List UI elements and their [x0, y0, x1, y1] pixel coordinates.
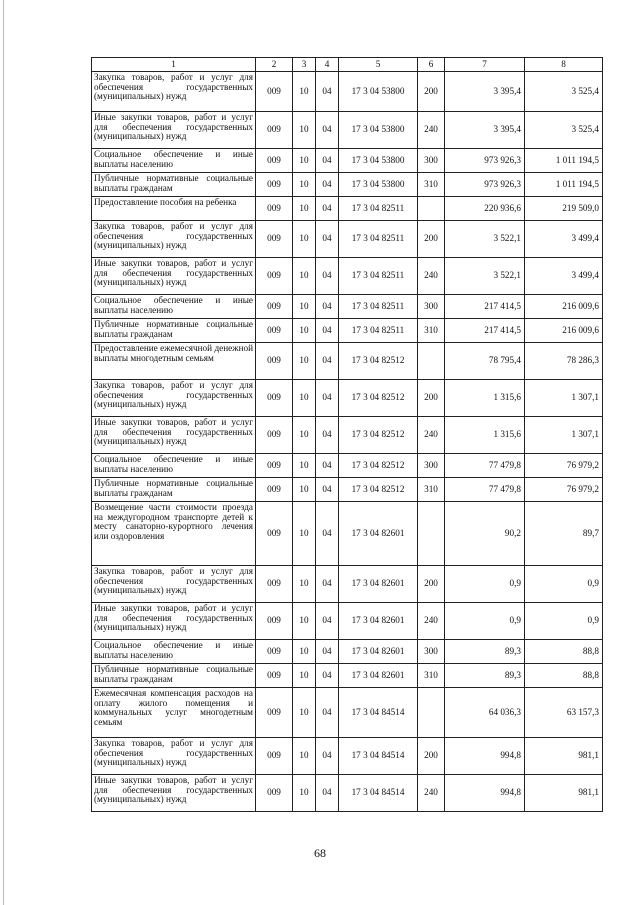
- admin-code-cell: 009: [256, 173, 293, 197]
- expense-type-cell: 200: [418, 380, 445, 417]
- table-row: [92, 173, 603, 197]
- table-row: [92, 688, 603, 738]
- header-col-3: 3: [293, 58, 316, 72]
- subsection-cell: 04: [316, 603, 339, 640]
- subsection-cell: 04: [316, 775, 339, 812]
- description-cell: Закупка товаров, работ и услуг для обеспечения государственных (муниципальных) нужд: [92, 221, 256, 258]
- section-cell: 10: [293, 478, 316, 502]
- section-cell: 10: [293, 664, 316, 688]
- description-cell: Иные закупки товаров, работ и услуг для обеспечения государственных (муниципальных) нужд: [92, 112, 256, 149]
- amount-year-1-cell: 3 522,1: [445, 221, 525, 258]
- table-row: [92, 417, 603, 454]
- description-cell: Закупка товаров, работ и услуг для обеспечения государственных (муниципальных) нужд: [92, 380, 256, 417]
- subsection-cell: 04: [316, 343, 339, 380]
- subsection-cell: 04: [316, 380, 339, 417]
- admin-code-cell: 009: [256, 502, 293, 566]
- table-row: [92, 197, 603, 221]
- description-cell: Социальное обеспечение и иные выплаты населению: [92, 149, 256, 173]
- expense-type-cell: 310: [418, 173, 445, 197]
- admin-code-cell: 009: [256, 738, 293, 775]
- section-cell: 10: [293, 454, 316, 478]
- amount-year-2-cell: 3 499,4: [525, 221, 603, 258]
- description-cell: Предоставление ежемесячной денежной выплаты многодетным семьям: [92, 343, 256, 380]
- table-row: [92, 258, 603, 295]
- section-cell: 10: [293, 738, 316, 775]
- target-article-cell: 17 3 04 82511: [339, 221, 418, 258]
- admin-code-cell: 009: [256, 380, 293, 417]
- page-number: 68: [314, 846, 326, 860]
- target-article-cell: 17 3 04 82511: [339, 258, 418, 295]
- subsection-cell: 04: [316, 478, 339, 502]
- subsection-cell: 04: [316, 640, 339, 664]
- amount-year-2-cell: 3 499,4: [525, 258, 603, 295]
- target-article-cell: 17 3 04 82601: [339, 640, 418, 664]
- section-cell: 10: [293, 502, 316, 566]
- amount-year-2-cell: 76 979,2: [525, 478, 603, 502]
- target-article-cell: 17 3 04 53800: [339, 112, 418, 149]
- subsection-cell: 04: [316, 112, 339, 149]
- target-article-cell: 17 3 04 82512: [339, 380, 418, 417]
- table-row: [92, 221, 603, 258]
- section-cell: 10: [293, 319, 316, 343]
- admin-code-cell: 009: [256, 258, 293, 295]
- target-article-cell: 17 3 04 82512: [339, 478, 418, 502]
- target-article-cell: 17 3 04 82601: [339, 664, 418, 688]
- amount-year-1-cell: 973 926,3: [445, 173, 525, 197]
- amount-year-2-cell: 0,9: [525, 603, 603, 640]
- expense-type-cell: 300: [418, 295, 445, 319]
- table-row: [92, 343, 603, 380]
- admin-code-cell: 009: [256, 112, 293, 149]
- subsection-cell: 04: [316, 173, 339, 197]
- amount-year-1-cell: 973 926,3: [445, 149, 525, 173]
- description-cell: Публичные нормативные социальные выплаты гражданам: [92, 319, 256, 343]
- section-cell: 10: [293, 417, 316, 454]
- amount-year-2-cell: 1 307,1: [525, 380, 603, 417]
- target-article-cell: 17 3 04 53800: [339, 173, 418, 197]
- amount-year-2-cell: 89,7: [525, 502, 603, 566]
- expense-type-cell: 240: [418, 417, 445, 454]
- amount-year-1-cell: 994,8: [445, 775, 525, 812]
- amount-year-2-cell: 3 525,4: [525, 112, 603, 149]
- target-article-cell: 17 3 04 82511: [339, 197, 418, 221]
- amount-year-2-cell: 1 011 194,5: [525, 149, 603, 173]
- description-cell: Социальное обеспечение и иные выплаты населению: [92, 640, 256, 664]
- description-cell: Публичные нормативные социальные выплаты гражданам: [92, 478, 256, 502]
- amount-year-1-cell: 217 414,5: [445, 319, 525, 343]
- table-row: [92, 640, 603, 664]
- description-cell: Иные закупки товаров, работ и услуг для обеспечения государственных (муниципальных) нужд: [92, 775, 256, 812]
- subsection-cell: 04: [316, 149, 339, 173]
- target-article-cell: 17 3 04 84514: [339, 738, 418, 775]
- amount-year-1-cell: 78 795,4: [445, 343, 525, 380]
- description-cell: Закупка товаров, работ и услуг для обеспечения государственных (муниципальных) нужд: [92, 72, 256, 112]
- subsection-cell: 04: [316, 258, 339, 295]
- header-col-6: 6: [418, 58, 445, 72]
- target-article-cell: 17 3 04 82512: [339, 417, 418, 454]
- amount-year-2-cell: 216 009,6: [525, 295, 603, 319]
- table-row: [92, 319, 603, 343]
- amount-year-2-cell: 1 307,1: [525, 417, 603, 454]
- description-cell: Иные закупки товаров, работ и услуг для обеспечения государственных (муниципальных) нужд: [92, 258, 256, 295]
- subsection-cell: 04: [316, 197, 339, 221]
- amount-year-2-cell: 76 979,2: [525, 454, 603, 478]
- amount-year-1-cell: 220 936,6: [445, 197, 525, 221]
- header-row: [92, 58, 603, 72]
- expense-type-cell: 240: [418, 775, 445, 812]
- admin-code-cell: 009: [256, 295, 293, 319]
- expense-type-cell: 200: [418, 738, 445, 775]
- amount-year-1-cell: 0,9: [445, 566, 525, 603]
- expense-type-cell: [418, 502, 445, 566]
- table-row: [92, 775, 603, 812]
- section-cell: 10: [293, 72, 316, 112]
- subsection-cell: 04: [316, 319, 339, 343]
- expense-type-cell: [418, 343, 445, 380]
- expense-type-cell: 240: [418, 112, 445, 149]
- table-row: [92, 502, 603, 566]
- target-article-cell: 17 3 04 82512: [339, 343, 418, 380]
- section-cell: 10: [293, 197, 316, 221]
- budget-table: [91, 57, 603, 812]
- admin-code-cell: 009: [256, 72, 293, 112]
- section-cell: 10: [293, 295, 316, 319]
- amount-year-1-cell: 0,9: [445, 603, 525, 640]
- subsection-cell: 04: [316, 454, 339, 478]
- amount-year-1-cell: 90,2: [445, 502, 525, 566]
- description-cell: Социальное обеспечение и иные выплаты населению: [92, 295, 256, 319]
- amount-year-2-cell: 63 157,3: [525, 688, 603, 738]
- section-cell: 10: [293, 566, 316, 603]
- admin-code-cell: 009: [256, 149, 293, 173]
- table-body: [92, 72, 603, 812]
- admin-code-cell: 009: [256, 775, 293, 812]
- subsection-cell: 04: [316, 221, 339, 258]
- section-cell: 10: [293, 688, 316, 738]
- table-row: [92, 380, 603, 417]
- header-col-7: 7: [445, 58, 525, 72]
- table-row: [92, 566, 603, 603]
- admin-code-cell: 009: [256, 566, 293, 603]
- section-cell: 10: [293, 603, 316, 640]
- target-article-cell: 17 3 04 53800: [339, 72, 418, 112]
- table-row: [92, 478, 603, 502]
- target-article-cell: 17 3 04 84514: [339, 688, 418, 738]
- amount-year-1-cell: 64 036,3: [445, 688, 525, 738]
- amount-year-1-cell: 3 522,1: [445, 258, 525, 295]
- amount-year-2-cell: 1 011 194,5: [525, 173, 603, 197]
- section-cell: 10: [293, 640, 316, 664]
- table-row: [92, 112, 603, 149]
- admin-code-cell: 009: [256, 478, 293, 502]
- section-cell: 10: [293, 343, 316, 380]
- section-cell: 10: [293, 775, 316, 812]
- header-col-4: 4: [316, 58, 339, 72]
- table-row: [92, 454, 603, 478]
- amount-year-2-cell: 216 009,6: [525, 319, 603, 343]
- table-row: [92, 738, 603, 775]
- description-cell: Возмещение части стоимости проезда на междугородном транспорте детей к месту санаторно-курортного лечения или оздоровления: [92, 502, 256, 566]
- target-article-cell: 17 3 04 82601: [339, 502, 418, 566]
- section-cell: 10: [293, 149, 316, 173]
- amount-year-1-cell: 1 315,6: [445, 417, 525, 454]
- expense-type-cell: 240: [418, 603, 445, 640]
- amount-year-1-cell: 217 414,5: [445, 295, 525, 319]
- table-row: [92, 664, 603, 688]
- table-row: [92, 149, 603, 173]
- target-article-cell: 17 3 04 53800: [339, 149, 418, 173]
- expense-type-cell: 310: [418, 664, 445, 688]
- admin-code-cell: 009: [256, 417, 293, 454]
- amount-year-1-cell: 994,8: [445, 738, 525, 775]
- subsection-cell: 04: [316, 688, 339, 738]
- table-row: [92, 295, 603, 319]
- amount-year-1-cell: 3 395,4: [445, 72, 525, 112]
- target-article-cell: 17 3 04 82511: [339, 295, 418, 319]
- admin-code-cell: 009: [256, 603, 293, 640]
- description-cell: Предоставление пособия на ребенка: [92, 197, 256, 221]
- description-cell: Иные закупки товаров, работ и услуг для обеспечения государственных (муниципальных) нужд: [92, 417, 256, 454]
- subsection-cell: 04: [316, 566, 339, 603]
- header-col-8: 8: [525, 58, 603, 72]
- section-cell: 10: [293, 258, 316, 295]
- description-cell: Социальное обеспечение и иные выплаты населению: [92, 454, 256, 478]
- section-cell: 10: [293, 380, 316, 417]
- header-col-1: 1: [92, 58, 256, 72]
- amount-year-1-cell: 77 479,8: [445, 478, 525, 502]
- amount-year-1-cell: 3 395,4: [445, 112, 525, 149]
- admin-code-cell: 009: [256, 221, 293, 258]
- section-cell: 10: [293, 112, 316, 149]
- amount-year-2-cell: 0,9: [525, 566, 603, 603]
- scan-margin-line: [3, 0, 4, 905]
- target-article-cell: 17 3 04 82512: [339, 454, 418, 478]
- expense-type-cell: 300: [418, 454, 445, 478]
- expense-type-cell: 200: [418, 566, 445, 603]
- table-row: [92, 603, 603, 640]
- target-article-cell: 17 3 04 82511: [339, 319, 418, 343]
- admin-code-cell: 009: [256, 688, 293, 738]
- amount-year-1-cell: 77 479,8: [445, 454, 525, 478]
- amount-year-2-cell: 981,1: [525, 738, 603, 775]
- subsection-cell: 04: [316, 738, 339, 775]
- description-cell: Иные закупки товаров, работ и услуг для обеспечения государственных (муниципальных) нужд: [92, 603, 256, 640]
- subsection-cell: 04: [316, 664, 339, 688]
- amount-year-2-cell: 88,8: [525, 664, 603, 688]
- section-cell: 10: [293, 173, 316, 197]
- table-row: [92, 72, 603, 112]
- admin-code-cell: 009: [256, 197, 293, 221]
- expense-type-cell: 310: [418, 319, 445, 343]
- description-cell: Публичные нормативные социальные выплаты гражданам: [92, 664, 256, 688]
- section-cell: 10: [293, 221, 316, 258]
- description-cell: Закупка товаров, работ и услуг для обеспечения государственных (муниципальных) нужд: [92, 738, 256, 775]
- header-col-5: 5: [339, 58, 418, 72]
- expense-type-cell: [418, 197, 445, 221]
- expense-type-cell: 310: [418, 478, 445, 502]
- subsection-cell: 04: [316, 502, 339, 566]
- description-cell: Ежемесячная компенсация расходов на оплату жилого помещения и коммунальных услуг многодетным семьям: [92, 688, 256, 738]
- expense-type-cell: 200: [418, 72, 445, 112]
- amount-year-1-cell: 1 315,6: [445, 380, 525, 417]
- description-cell: Публичные нормативные социальные выплаты гражданам: [92, 173, 256, 197]
- amount-year-2-cell: 219 509,0: [525, 197, 603, 221]
- header-col-2: 2: [256, 58, 293, 72]
- amount-year-1-cell: 89,3: [445, 640, 525, 664]
- expense-type-cell: 300: [418, 640, 445, 664]
- expense-type-cell: 240: [418, 258, 445, 295]
- target-article-cell: 17 3 04 82601: [339, 566, 418, 603]
- target-article-cell: 17 3 04 84514: [339, 775, 418, 812]
- amount-year-1-cell: 89,3: [445, 664, 525, 688]
- subsection-cell: 04: [316, 295, 339, 319]
- admin-code-cell: 009: [256, 640, 293, 664]
- target-article-cell: 17 3 04 82601: [339, 603, 418, 640]
- admin-code-cell: 009: [256, 343, 293, 380]
- amount-year-2-cell: 981,1: [525, 775, 603, 812]
- amount-year-2-cell: 3 525,4: [525, 72, 603, 112]
- admin-code-cell: 009: [256, 664, 293, 688]
- admin-code-cell: 009: [256, 319, 293, 343]
- subsection-cell: 04: [316, 72, 339, 112]
- amount-year-2-cell: 88,8: [525, 640, 603, 664]
- description-cell: Закупка товаров, работ и услуг для обеспечения государственных (муниципальных) нужд: [92, 566, 256, 603]
- amount-year-2-cell: 78 286,3: [525, 343, 603, 380]
- subsection-cell: 04: [316, 417, 339, 454]
- expense-type-cell: 200: [418, 221, 445, 258]
- admin-code-cell: 009: [256, 454, 293, 478]
- expense-type-cell: 300: [418, 149, 445, 173]
- expense-type-cell: [418, 688, 445, 738]
